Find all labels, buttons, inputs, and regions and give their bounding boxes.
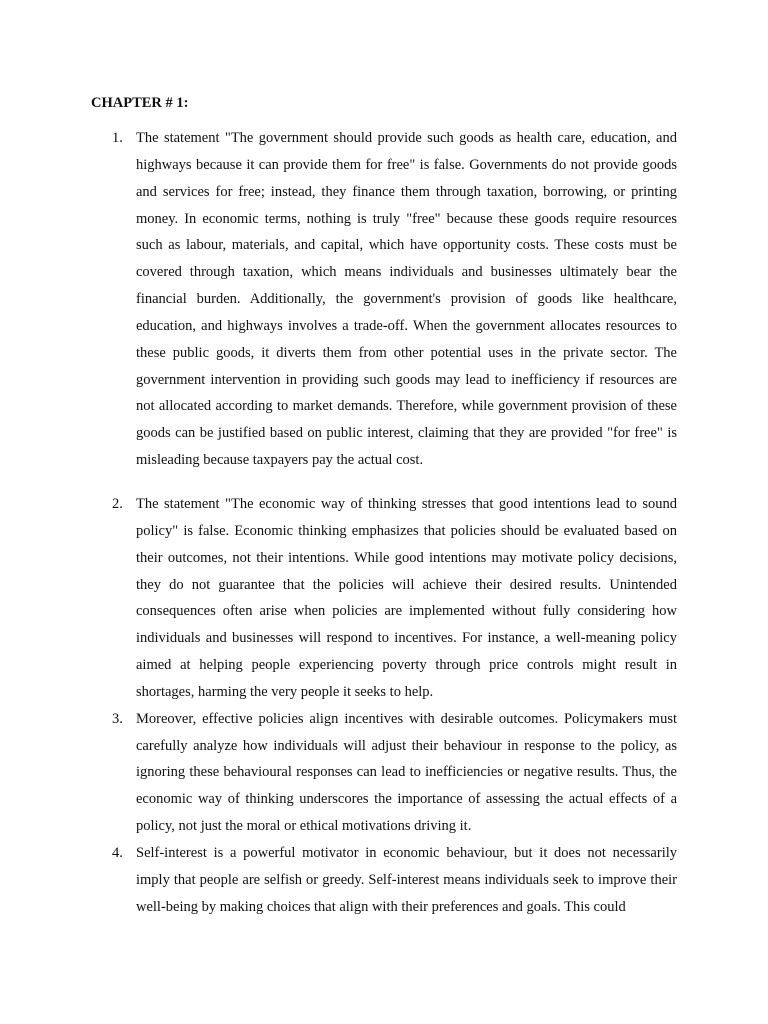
list-item bbox=[91, 840, 677, 921]
list-item-number: 4. bbox=[112, 844, 123, 861]
list-item-text: Moreover, effective policies align incentives with desirable outcomes. Policymakers must carefully analyze how individuals will adjust their behaviour in response to the policy, as ignoring these behavioural responses can lead to inefficiencies or negative results. Thus, the economic way of thinking underscores the importance of assessing the actual effects of a policy, not just the moral or ethical motivations driving it. bbox=[136, 710, 677, 835]
list-item-text: The statement "The economic way of thinking stresses that good intentions lead to sound policy" is false. Economic thinking emphasizes that policies should be evaluated based on their outcomes, not their intentions. While good intentions may motivate policy decisions, they do not guarantee that the policies will achieve their desired results. Unintended consequences often arise when policies are implemented without fully considering how individuals and businesses will respond to incentives. For instance, a well-meaning policy aimed at helping people experiencing poverty through price controls might result in shortages, harming the very people it seeks to help. bbox=[136, 495, 677, 700]
list-item bbox=[91, 706, 677, 840]
list-item-number: 3. bbox=[112, 710, 123, 727]
list-item-number: 1. bbox=[112, 130, 123, 146]
numbered-list bbox=[91, 125, 677, 920]
list-item-number: 2. bbox=[112, 495, 123, 512]
list-item-text: The statement "The government should provide such goods as health care, education, and highways because it can provide them for free" is false. Governments do not provide goods and services for free; instead, they finance them through taxation, borrowing, or printing money. In economic terms, nothing is truly "free" because these goods require resources such as labour, materials, and capital, which have opportunity costs. These costs must be covered through taxation, which means individuals and businesses ultimately bear the financial burden. Additionally, the government's provision of goods like healthcare, education, and highways involves a trade-off. When the government allocates resources to these public goods, it diverts them from other potential uses in the private sector. The government intervention in providing such goods may lead to inefficiency if resources are not allocated according to market demands. Therefore, while government provision of these goods can be justified based on public interest, claiming that they are provided "for free" is misleading because taxpayers pay the actual cost. bbox=[136, 130, 677, 469]
list-item-text: Self-interest is a powerful motivator in economic behaviour, but it does not necessarily imply that people are selfish or greedy. Self-interest means individuals seek to improve their well-being by making choices that align with their preferences and goals. This could bbox=[136, 844, 677, 915]
list-item bbox=[91, 125, 677, 474]
chapter-heading: CHAPTER # 1: bbox=[91, 95, 189, 111]
list-item bbox=[91, 491, 677, 706]
